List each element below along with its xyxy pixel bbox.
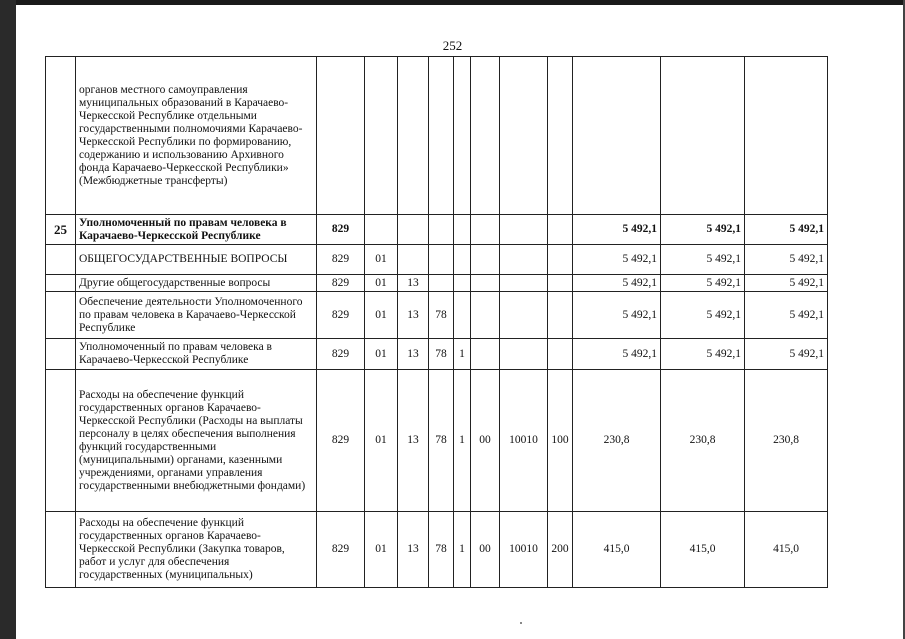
table-row [46,370,828,512]
pr-code [398,215,429,245]
amount-year-2 [661,57,745,215]
main-activity-code [471,215,500,245]
row-number: 25 [46,215,76,245]
amount-year-1: 5 492,1 [573,215,661,245]
amount-year-1: 415,0 [573,512,661,588]
amount-year-3 [745,57,828,215]
scan-speck [520,622,522,624]
pr-code [398,245,429,275]
budget-table [45,56,828,588]
ved-code: 829 [317,215,365,245]
subprogram-code: 1 [454,339,471,370]
row-number [46,57,76,215]
ved-code: 829 [317,292,365,339]
row-name: органов местного самоуправления муниципальных образований в Карачаево-Черкесской Республике отдельными государственными полномочиями Карачаево-Черкесской Республики по формированию, содержанию и использованию Архивного фонда Карачаево-Черкесской Республики» (Межбюджетные трансферты) [76,57,317,215]
main-activity-code [471,245,500,275]
amount-year-2: 5 492,1 [661,215,745,245]
program-code [429,275,454,292]
amount-year-3: 5 492,1 [745,245,828,275]
amount-year-2: 5 492,1 [661,292,745,339]
rz-code: 01 [365,370,398,512]
amount-year-1: 5 492,1 [573,292,661,339]
rz-code: 01 [365,339,398,370]
main-activity-code [471,292,500,339]
pr-code: 13 [398,370,429,512]
table-row [46,215,828,245]
subprogram-code [454,275,471,292]
subprogram-code: 1 [454,512,471,588]
amount-year-3: 415,0 [745,512,828,588]
vr-code [548,292,573,339]
main-activity-code: 00 [471,512,500,588]
ved-code: 829 [317,512,365,588]
table-row [46,339,828,370]
vr-code [548,245,573,275]
row-number [46,339,76,370]
rz-code [365,57,398,215]
subprogram-code [454,245,471,275]
amount-year-3: 5 492,1 [745,215,828,245]
subprogram-code: 1 [454,370,471,512]
vr-code [548,339,573,370]
row-number [46,370,76,512]
amount-year-2: 5 492,1 [661,275,745,292]
amount-year-1: 5 492,1 [573,275,661,292]
pr-code [398,57,429,215]
row-name: Расходы на обеспечение функций государственных органов Карачаево-Черкесской Республики (Расходы на выплаты персоналу в целях обеспечения выполнения функций государственными (муниципальными) органами, казенными учреждениями, органами управления государственными внебюджетными фондами) [76,370,317,512]
table-row [46,512,828,588]
row-number [46,275,76,292]
amount-year-2: 415,0 [661,512,745,588]
ved-code [317,57,365,215]
amount-year-2: 5 492,1 [661,339,745,370]
direction-code: 10010 [500,370,548,512]
direction-code [500,339,548,370]
amount-year-1: 230,8 [573,370,661,512]
table-row [46,292,828,339]
scan-left-edge [0,0,16,639]
main-activity-code [471,275,500,292]
amount-year-2: 230,8 [661,370,745,512]
table-row [46,275,828,292]
direction-code [500,275,548,292]
program-code [429,245,454,275]
program-code: 78 [429,370,454,512]
row-name: ОБЩЕГОСУДАРСТВЕННЫЕ ВОПРОСЫ [76,245,317,275]
vr-code [548,57,573,215]
subprogram-code [454,215,471,245]
amount-year-2: 5 492,1 [661,245,745,275]
table-row [46,57,828,215]
subprogram-code [454,57,471,215]
rz-code: 01 [365,512,398,588]
amount-year-1 [573,57,661,215]
amount-year-1: 5 492,1 [573,339,661,370]
program-code: 78 [429,339,454,370]
row-number [46,292,76,339]
ved-code: 829 [317,245,365,275]
amount-year-3: 5 492,1 [745,275,828,292]
row-name: Расходы на обеспечение функций государственных органов Карачаево-Черкесской Республики (Закупка товаров, работ и услуг для обеспечения государственных (муниципальных) [76,512,317,588]
scan-top-edge [0,0,905,5]
vr-code [548,215,573,245]
ved-code: 829 [317,275,365,292]
row-name: Другие общегосударственные вопросы [76,275,317,292]
pr-code: 13 [398,275,429,292]
rz-code: 01 [365,245,398,275]
main-activity-code: 00 [471,370,500,512]
amount-year-3: 5 492,1 [745,292,828,339]
program-code [429,215,454,245]
direction-code [500,245,548,275]
program-code: 78 [429,292,454,339]
direction-code: 10010 [500,512,548,588]
amount-year-3: 5 492,1 [745,339,828,370]
direction-code [500,57,548,215]
amount-year-3: 230,8 [745,370,828,512]
rz-code: 01 [365,275,398,292]
pr-code: 13 [398,292,429,339]
row-name: Уполномоченный по правам человека в Карачаево-Черкесской Республике [76,339,317,370]
ved-code: 829 [317,370,365,512]
row-number [46,512,76,588]
rz-code: 01 [365,292,398,339]
direction-code [500,292,548,339]
pr-code: 13 [398,512,429,588]
vr-code: 100 [548,370,573,512]
subprogram-code [454,292,471,339]
row-number [46,245,76,275]
direction-code [500,215,548,245]
ved-code: 829 [317,339,365,370]
main-activity-code [471,57,500,215]
row-name: Обеспечение деятельности Уполномоченного по правам человека в Карачаево-Черкесской Республике [76,292,317,339]
page-number: 252 [442,38,463,53]
vr-code [548,275,573,292]
table-row [46,245,828,275]
main-activity-code [471,339,500,370]
amount-year-1: 5 492,1 [573,245,661,275]
rz-code [365,215,398,245]
pr-code: 13 [398,339,429,370]
vr-code: 200 [548,512,573,588]
program-code [429,57,454,215]
row-name: Уполномоченный по правам человека в Карачаево-Черкесской Республике [76,215,317,245]
program-code: 78 [429,512,454,588]
